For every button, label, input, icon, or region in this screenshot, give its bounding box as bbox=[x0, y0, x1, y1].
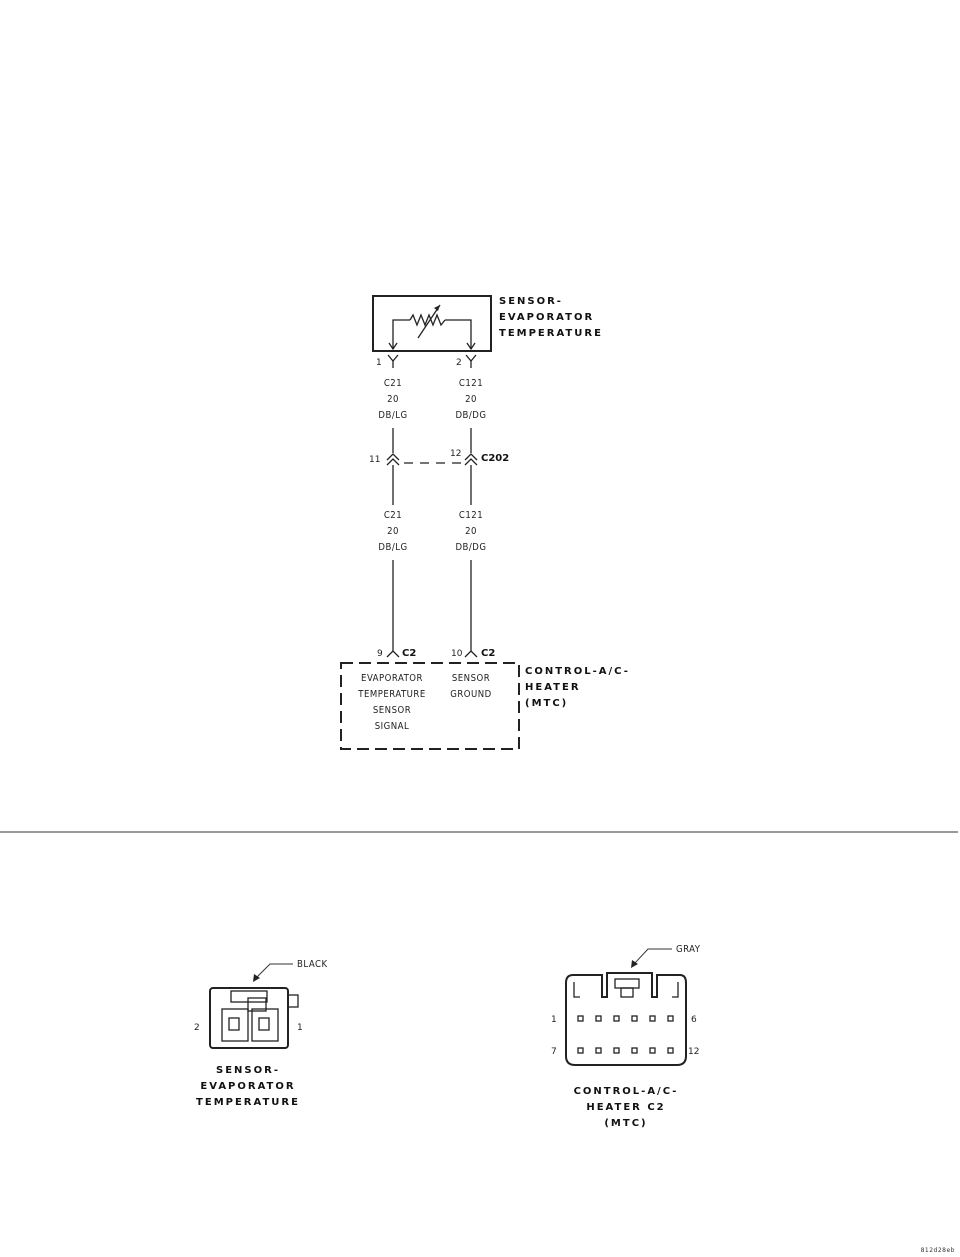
control-pin-left-number: 9 bbox=[377, 649, 383, 659]
sensor-cavity-1 bbox=[252, 1009, 278, 1041]
wire-c121-upper-color: DB/DG bbox=[455, 410, 487, 421]
control-view-pin-bottom-left: 7 bbox=[551, 1047, 557, 1057]
control-module-name bbox=[525, 666, 630, 709]
control-view-pin-top-right: 6 bbox=[691, 1015, 697, 1025]
sensor-view-name-line-2: EVAPORATOR bbox=[200, 1081, 296, 1092]
wire-c121-lower-label bbox=[455, 510, 486, 553]
sensor-view-name-line-1: SENSOR- bbox=[216, 1065, 280, 1076]
sensor-pin-2 bbox=[456, 355, 476, 368]
wire-c21-upper-gauge: 20 bbox=[387, 394, 399, 405]
control-connector-rib-right bbox=[672, 982, 678, 997]
sensor-view-pin-left: 2 bbox=[194, 1023, 200, 1033]
control-function-left-line-1: EVAPORATOR bbox=[361, 673, 423, 684]
connector-c202 bbox=[369, 449, 509, 465]
sensor-callout-leader bbox=[256, 964, 293, 978]
control-name-line-1: CONTROL-A/C- bbox=[525, 666, 630, 677]
control-connector-view bbox=[551, 944, 701, 1129]
control-view-pin-bottom-right: 12 bbox=[688, 1047, 700, 1057]
sensor-cavity-2 bbox=[222, 1009, 248, 1041]
wire-c21-upper-color: DB/LG bbox=[378, 410, 408, 421]
sensor-terminal-1 bbox=[259, 1018, 269, 1030]
wire-c21-upper-label bbox=[378, 378, 407, 421]
control-pin-right-number: 10 bbox=[451, 649, 463, 659]
control-function-left-line-3: SENSOR bbox=[372, 705, 412, 716]
wire-c121-lower-circuit: C121 bbox=[458, 510, 484, 521]
wire-c21-lower-color: DB/LG bbox=[378, 542, 408, 553]
c202-pin-right: 12 bbox=[450, 449, 462, 459]
control-function-right-line-1: SENSOR bbox=[451, 673, 491, 684]
control-name-line-3: (MTC) bbox=[525, 698, 569, 709]
sensor-name-line-3: TEMPERATURE bbox=[499, 328, 603, 339]
wire-c21-lower-gauge: 20 bbox=[387, 526, 399, 537]
sensor-view-pin-right: 1 bbox=[297, 1023, 303, 1033]
sensor-pin-2-label: 2 bbox=[456, 358, 462, 368]
control-connector-key bbox=[621, 988, 633, 997]
control-name-line-2: HEATER bbox=[525, 682, 581, 693]
control-function-left-line-4: SIGNAL bbox=[374, 721, 410, 732]
wire-c121-lower-gauge: 20 bbox=[465, 526, 477, 537]
wire-c21-lower-label bbox=[378, 510, 407, 553]
c202-pin-left: 11 bbox=[369, 455, 381, 465]
sensor-terminal-2 bbox=[229, 1018, 239, 1030]
control-pin-9 bbox=[377, 648, 416, 659]
document-id: 812d28eb bbox=[920, 1247, 955, 1254]
sensor-name-line-1: SENSOR- bbox=[499, 296, 563, 307]
control-view-name-line-3: (MTC) bbox=[604, 1118, 648, 1129]
c202-name: C202 bbox=[481, 453, 510, 464]
control-cavity-row-2 bbox=[578, 1048, 673, 1053]
wire-c121-upper-circuit: C121 bbox=[458, 378, 484, 389]
control-view-pin-top-left: 1 bbox=[551, 1015, 557, 1025]
sensor-connector-latch-top bbox=[231, 991, 267, 1002]
wire-c21-upper-circuit: C21 bbox=[383, 378, 403, 389]
sensor-connector-view bbox=[194, 959, 328, 1108]
control-connector-color: GRAY bbox=[676, 944, 701, 955]
wire-c121-lower-color: DB/DG bbox=[455, 542, 487, 553]
control-function-right-line-2: GROUND bbox=[450, 689, 492, 700]
thermistor-symbol bbox=[389, 305, 475, 349]
evaporator-temperature-sensor bbox=[373, 296, 603, 351]
sensor-pin-1 bbox=[376, 355, 398, 368]
control-function-left-line-2: TEMPERATURE bbox=[358, 689, 426, 700]
control-connector-rib-left bbox=[574, 982, 580, 997]
control-pin-left-connector: C2 bbox=[402, 648, 417, 659]
control-callout-leader bbox=[634, 949, 672, 964]
control-view-name-line-1: CONTROL-A/C- bbox=[573, 1086, 679, 1097]
sensor-view-name-line-3: TEMPERATURE bbox=[196, 1097, 300, 1108]
control-view-name-line-2: HEATER C2 bbox=[586, 1102, 666, 1113]
sensor-pin-1-label: 1 bbox=[376, 358, 382, 368]
control-function-right bbox=[450, 673, 492, 700]
sensor-connector-latch-side bbox=[288, 995, 298, 1007]
control-pin-right-connector: C2 bbox=[481, 648, 496, 659]
control-connector-latch bbox=[615, 979, 639, 988]
control-pin-10 bbox=[451, 648, 495, 659]
wire-c121-upper-gauge: 20 bbox=[465, 394, 477, 405]
control-function-left bbox=[357, 673, 426, 732]
control-cavity-row-1 bbox=[578, 1016, 673, 1021]
wire-c21-lower-circuit: C21 bbox=[383, 510, 403, 521]
wire-c121-upper-label bbox=[455, 378, 486, 421]
sensor-name-line-2: EVAPORATOR bbox=[499, 312, 595, 323]
sensor-connector-color: BLACK bbox=[297, 959, 328, 970]
